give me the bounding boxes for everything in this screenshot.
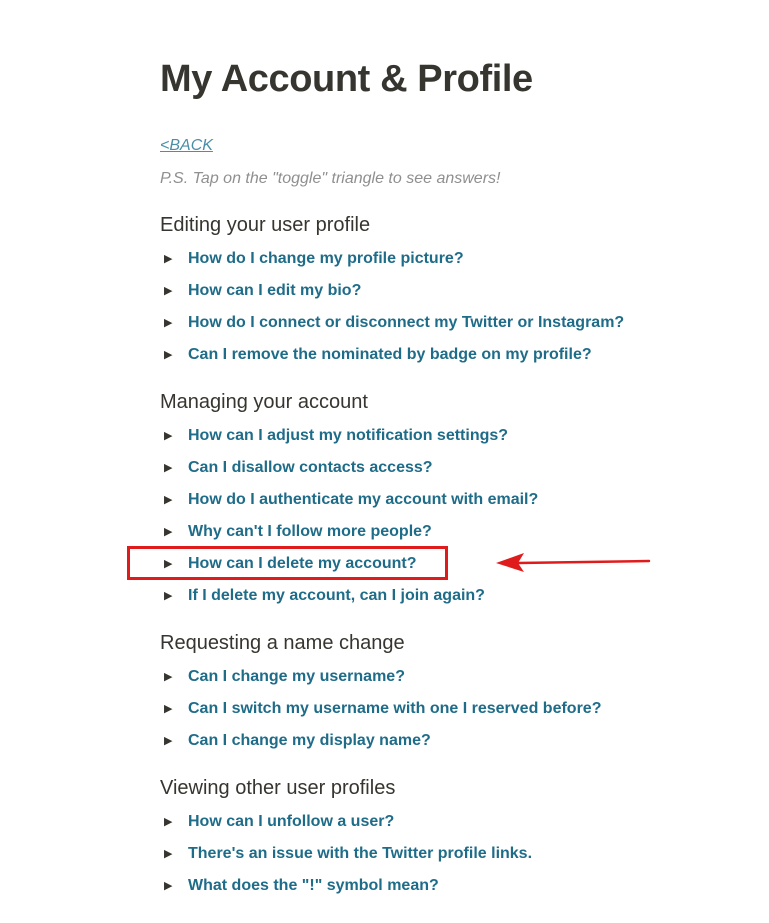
toggle-hint: P.S. Tap on the "toggle" triangle to see answers! xyxy=(160,170,501,187)
faq-toggle-rejoin-after-delete[interactable] xyxy=(164,587,634,613)
toggle-triangle-icon[interactable]: ▶ xyxy=(164,735,173,747)
toggle-triangle-icon[interactable]: ▶ xyxy=(164,880,173,892)
section-heading-managing-account: Managing your account xyxy=(160,391,368,413)
faq-toggle-exclamation-symbol[interactable] xyxy=(164,877,634,903)
section-heading-name-change: Requesting a name change xyxy=(160,632,405,654)
faq-question[interactable]: Why can't I follow more people? xyxy=(188,523,432,540)
faq-question[interactable]: Can I remove the nominated by badge on my profile? xyxy=(188,346,592,363)
section-heading-editing-profile: Editing your user profile xyxy=(160,214,371,236)
faq-question[interactable]: How can I unfollow a user? xyxy=(188,813,395,830)
annotation-highlight-box xyxy=(127,546,448,580)
toggle-triangle-icon[interactable]: ▶ xyxy=(164,317,173,329)
faq-question[interactable]: How can I delete my account? xyxy=(188,555,417,572)
page-title: My Account & Profile xyxy=(160,58,533,100)
faq-toggle-unfollow-user[interactable] xyxy=(164,813,634,839)
toggle-triangle-icon[interactable]: ▶ xyxy=(164,558,173,570)
toggle-triangle-icon[interactable]: ▶ xyxy=(164,590,173,602)
toggle-triangle-icon[interactable]: ▶ xyxy=(164,703,173,715)
faq-question[interactable]: How do I authenticate my account with email? xyxy=(188,491,539,508)
faq-toggle-connect-twitter-instagram[interactable] xyxy=(164,314,634,340)
toggle-triangle-icon[interactable]: ▶ xyxy=(164,816,173,828)
faq-toggle-change-display-name[interactable] xyxy=(164,732,634,758)
faq-toggle-change-profile-picture[interactable] xyxy=(164,250,634,276)
faq-question[interactable]: How do I change my profile picture? xyxy=(188,250,464,267)
faq-question[interactable]: What does the "!" symbol mean? xyxy=(188,877,439,894)
toggle-triangle-icon[interactable]: ▶ xyxy=(164,430,173,442)
toggle-triangle-icon[interactable]: ▶ xyxy=(164,349,173,361)
section-heading-viewing-profiles: Viewing other user profiles xyxy=(160,777,396,799)
faq-question[interactable]: Can I change my username? xyxy=(188,668,405,685)
faq-question[interactable]: Can I switch my username with one I reserved before? xyxy=(188,700,602,717)
toggle-triangle-icon[interactable]: ▶ xyxy=(164,253,173,265)
toggle-triangle-icon[interactable]: ▶ xyxy=(164,848,173,860)
toggle-triangle-icon[interactable]: ▶ xyxy=(164,494,173,506)
toggle-triangle-icon[interactable]: ▶ xyxy=(164,462,173,474)
faq-question[interactable]: Can I change my display name? xyxy=(188,732,431,749)
faq-question[interactable]: There's an issue with the Twitter profile links. xyxy=(188,845,533,862)
faq-question[interactable]: How do I connect or disconnect my Twitter or Instagram? xyxy=(188,314,625,331)
faq-toggle-notification-settings[interactable] xyxy=(164,427,634,453)
faq-toggle-switch-reserved-username[interactable] xyxy=(164,700,634,726)
toggle-triangle-icon[interactable]: ▶ xyxy=(164,526,173,538)
toggle-triangle-icon[interactable]: ▶ xyxy=(164,671,173,683)
faq-toggle-change-username[interactable] xyxy=(164,668,634,694)
faq-toggle-authenticate-email[interactable] xyxy=(164,491,634,517)
toggle-triangle-icon[interactable]: ▶ xyxy=(164,285,173,297)
faq-question[interactable]: How can I edit my bio? xyxy=(188,282,362,299)
faq-question[interactable]: If I delete my account, can I join again? xyxy=(188,587,485,604)
faq-toggle-edit-bio[interactable] xyxy=(164,282,634,308)
faq-toggle-twitter-link-issue[interactable] xyxy=(164,845,634,871)
faq-toggle-disallow-contacts[interactable] xyxy=(164,459,634,485)
faq-toggle-remove-nominated-badge[interactable] xyxy=(164,346,634,372)
faq-question[interactable]: Can I disallow contacts access? xyxy=(188,459,433,476)
back-link[interactable]: <BACK xyxy=(160,137,213,154)
faq-question[interactable]: How can I adjust my notification settings? xyxy=(188,427,509,444)
annotation-arrow-icon xyxy=(494,550,652,574)
